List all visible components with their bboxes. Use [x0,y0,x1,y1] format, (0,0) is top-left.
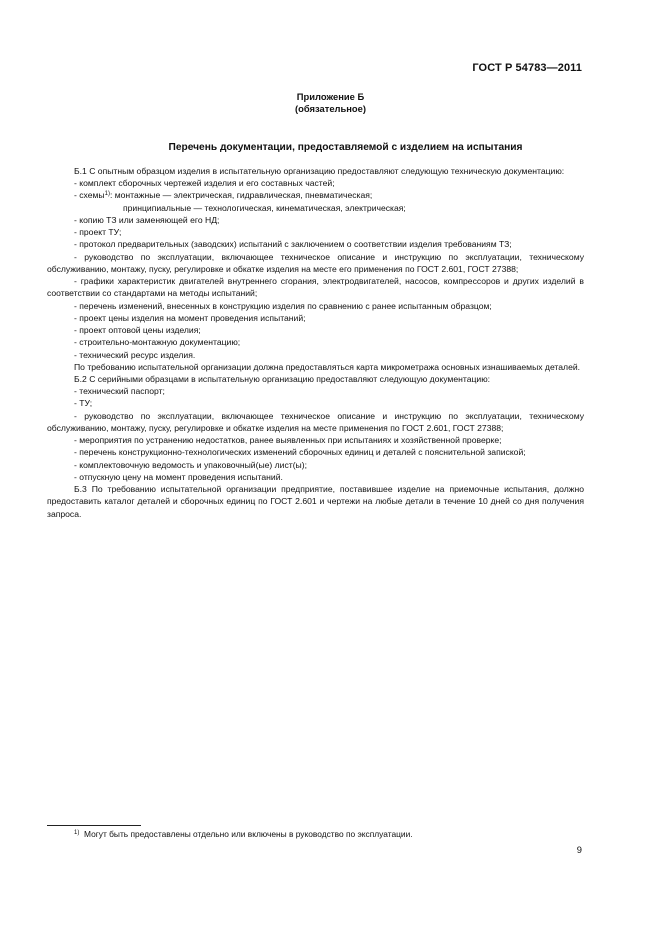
document-body [47,165,584,520]
list-item: - руководство по эксплуатации, включающее техническое описание и инструкцию по эксплуатации, техническому обслуживанию, монтажу, пуску, регулировке и обкатке изделия на месте его применения по ГОСТ 2.601, ГОСТ 27388; [47,251,584,274]
list-item: - комплектовочную ведомость и упаковочный(ые) лист(ы); [74,459,307,470]
list-item: - проект цены изделия на момент проведения испытаний; [74,312,306,323]
footnote [74,829,413,839]
clause-b3: Б.3 По требованию испытательной организации предприятие, поставившее изделие на приемочные испытания, должно предоставить каталог деталей и сборочных единиц по ГОСТ 2.601 и чертежи на любые детали в течение 10 дней со дня получения запроса. [47,484,584,519]
list-item: - проект оптовой цены изделия; [74,325,201,336]
list-item: - копию ТЗ или заменяющей его НД; [74,214,220,225]
appendix-title: Приложение Б [296,91,365,102]
list-item: - строительно-монтажную документацию; [74,337,241,348]
list-item-text: : монтажные — электрическая, гидравлическая, пневматическая; [109,190,373,201]
list-item: - перечень изменений, внесенных в конструкцию изделия по сравнению с ранее испытанным образцом; [74,300,492,311]
list-item: - графики характеристик двигателей внутреннего сгорания, электродвигателей, насосов, компрессоров и других изделий в соответствии со стандартами на методы испытаний; [47,276,584,299]
clause-b1-intro: Б.1 С опытным образцом изделия в испытательную организацию предоставляют следующую техническую документацию: [74,166,565,176]
list-item: - отпускную цену на момент проведения испытаний. [74,471,283,482]
section-title: Перечень документации, предоставляемой с изделием на испытания [168,142,523,153]
standard-designation: ГОСТ Р 54783—2011 [472,62,582,74]
list-item: - руководство по эксплуатации, включающее техническое описание и инструкцию по эксплуатации, техническому обслуживанию, монтажу, пуску, регулировке и обкатке изделия на месте применения по ГОСТ 2.601, ГОСТ 27388; [47,410,584,433]
clause-b2-intro: Б.2 С серийными образцами в испытательную организацию предоставляют следующую документацию: [74,373,491,384]
list-item: - протокол предварительных (заводских) испытаний с заключением о соответствии изделия требованиям ТЗ; [74,239,512,250]
list-item: - мероприятия по устранению недостатков, ранее выявленных при испытаниях и хозяйственной проверке; [74,435,502,446]
appendix-heading [0,91,661,115]
list-item-continuation: принципиальные — технологическая, кинематическая, электрическая; [123,202,406,213]
footnote-divider [47,825,141,826]
clause-b1-note: По требованию испытательной организации должна предоставляться карта микрометража основных изнашиваемых деталей. [74,361,581,372]
list-item-schemes [47,189,584,201]
list-item: - проект ТУ; [74,227,122,238]
page-number: 9 [576,844,582,855]
footnote-ref: 1) [104,191,110,198]
list-item: - ТУ; [74,398,93,409]
footnote-mark: 1) [74,830,80,836]
list-item: - комплект сборочных чертежей изделия и его составных частей; [74,178,335,189]
list-item: - перечень конструкционно-технологических изменений сборочных единиц и деталей с пояснительной запиской; [74,447,526,458]
appendix-status: (обязательное) [295,103,366,114]
list-item: - технический паспорт; [74,386,165,397]
list-item-text: - схемы [74,190,105,201]
list-item: - технический ресурс изделия. [74,349,196,360]
footnote-text: Могут быть предоставлены отдельно или включены в руководство по эксплуатации. [84,829,413,839]
